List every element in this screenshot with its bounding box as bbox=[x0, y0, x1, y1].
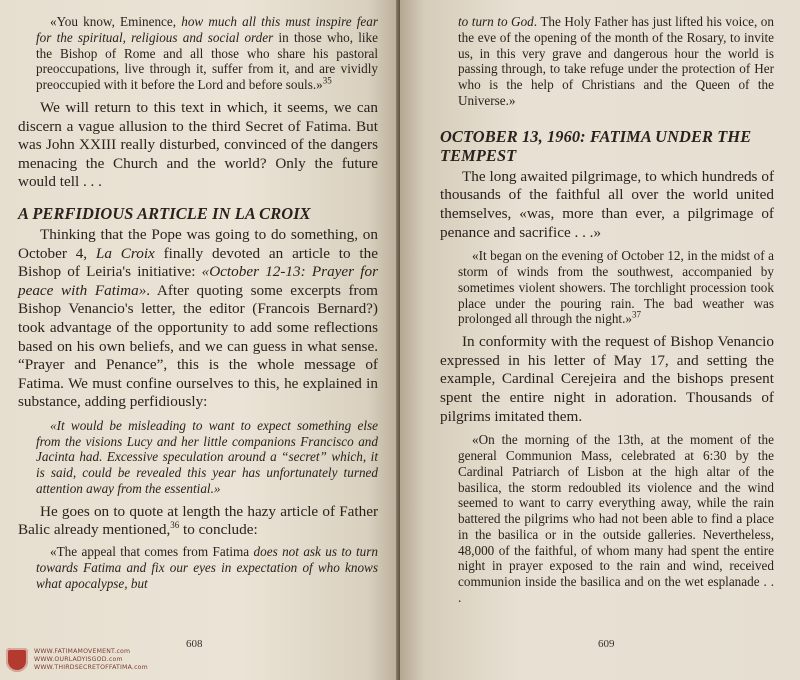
right-page-number: 609 bbox=[598, 638, 615, 650]
text-run: . The Holy Father has just lifted his voice, on the eve of the opening of the month of the Rosary, to invite us, in this very grave and dangerous hour the world is passing through, to take refuge under the protection of Her who is the help of Christians and the Queen of the Universe.» bbox=[458, 14, 774, 108]
text-run: Thinking that the Pope was going to do something, on October 4, bbox=[18, 225, 378, 262]
left-paragraph-3-end: to conclude: bbox=[179, 521, 258, 539]
right-page bbox=[400, 0, 800, 680]
left-quote-2: «It would be misleading to want to expect something else from the visions Lucy and her little companions Francisco and Jacinta had. Excessive speculation around a “secret” which, it is said, could be revealed this year has unfortunately turned attention away from the essential.» bbox=[36, 417, 378, 497]
watermark-line-2: WWW.OURLADYISGOD.com bbox=[34, 656, 123, 664]
right-paragraph-2: In conformity with the request of Bishop Venancio expressed in his letter of May 17, and setting the example, Cardinal Cerejeira and the bishops present spent the entire night in adoration. Thousands of pilgrims imitated them. bbox=[440, 333, 774, 425]
text-run: La Croix bbox=[95, 244, 155, 262]
text-run: «The appeal that comes from Fatima bbox=[50, 544, 254, 560]
text-run: to turn to God bbox=[458, 14, 534, 29]
footnote-ref-36: 36 bbox=[170, 520, 180, 531]
left-paragraph-3 bbox=[18, 503, 378, 540]
text-run: . After quoting some excerpts from Bishop Venancio's letter, the editor (Francois Bernard?) took advantage of the opportunity to add some reflections based on his own beliefs, and we can guess in what sense. “Prayer and Penance”, this is the whole message of Fatima. We must confine ourselves to this, he explained in substance, adding perfidiously: bbox=[18, 281, 378, 411]
right-quote-2: «On the morning of the 13th, at the moment of the general Communion Mass, celebrated at 6:30 by the Cardinal Patriarch of Lisbon at the high altar of the basilica, the storm redoubled its violence and the wind seemed to want to carry everything away, while the rain battered the pilgrims who had not been able to find a place in the basilica or in the outside galleries. Nevertheless, 48,000 of the faithful, of whom many had spent the entire night in prayer exposed to the rain and wind, received communion inside the basilica and on the wet esplanade . . . bbox=[458, 432, 774, 606]
footnote-ref-35: 35 bbox=[322, 75, 332, 86]
text-run: in those who, like the Bishop of Rome and all those who share his pastoral preoccupations, live through it, suffer from it, and are vividly preoccupied with it before the Lord and before souls.» bbox=[36, 29, 378, 93]
text-run: does not ask us to turn towards Fatima and fix our eyes in expectation of who knows what apocalypse, but bbox=[36, 544, 379, 591]
fatima-seal-icon bbox=[6, 648, 28, 672]
text-run: «You know, Eminence, bbox=[50, 14, 182, 29]
watermark-text bbox=[34, 648, 148, 673]
left-quote-1 bbox=[18, 14, 378, 93]
left-quote-3 bbox=[18, 544, 378, 591]
left-paragraph-1: We will return to this text in which, it seems, we can discern a vague allusion to the third Secret of Fatima. But was John XXIII really disturbed, convinced of the dangers menacing the Church and the world? Only the future would tell . . . bbox=[18, 98, 378, 191]
left-paragraph-2 bbox=[18, 226, 378, 412]
watermark bbox=[4, 646, 204, 676]
text-run: «October 12-13: Prayer for peace with Fatima» bbox=[18, 263, 378, 299]
right-section-heading: OCTOBER 13, 1960: FATIMA UNDER THE TEMPEST bbox=[440, 126, 752, 165]
watermark-line-3: WWW.THIRDSECRETOFFATIMA.com bbox=[34, 664, 148, 672]
left-section-heading: A PERFIDIOUS ARTICLE IN LA CROIX bbox=[18, 203, 311, 223]
right-quote-continued bbox=[440, 14, 774, 109]
left-paragraph-3-text: He goes on to quote at length the hazy article of Father Balic already mentioned, bbox=[18, 502, 378, 539]
watermark-line-1: WWW.FATIMAMOVEMENT.com bbox=[34, 648, 131, 655]
text-run: finally devoted an article to the Bishop of Leiria's initiative: bbox=[18, 244, 378, 281]
footnote-ref-37: 37 bbox=[631, 309, 641, 320]
right-quote-1 bbox=[440, 248, 774, 327]
left-page-number: 608 bbox=[186, 638, 203, 650]
right-paragraph-1: The long awaited pilgrimage, to which hundreds of thousands of the faithful all over the world united themselves, «was, more than ever, a pilgrimage of penance and sacrifice . . .» bbox=[440, 167, 774, 241]
text-run: how much all this must inspire fear for the spiritual, religious and social order bbox=[36, 14, 379, 45]
right-quote-1-text: «It began on the evening of October 12, in the midst of a storm of winds from the southwest, accompanied by sometimes violent showers. The torchlight procession took place under the pouring rain. The bad weather was prolonged all through the night.» bbox=[458, 248, 774, 327]
